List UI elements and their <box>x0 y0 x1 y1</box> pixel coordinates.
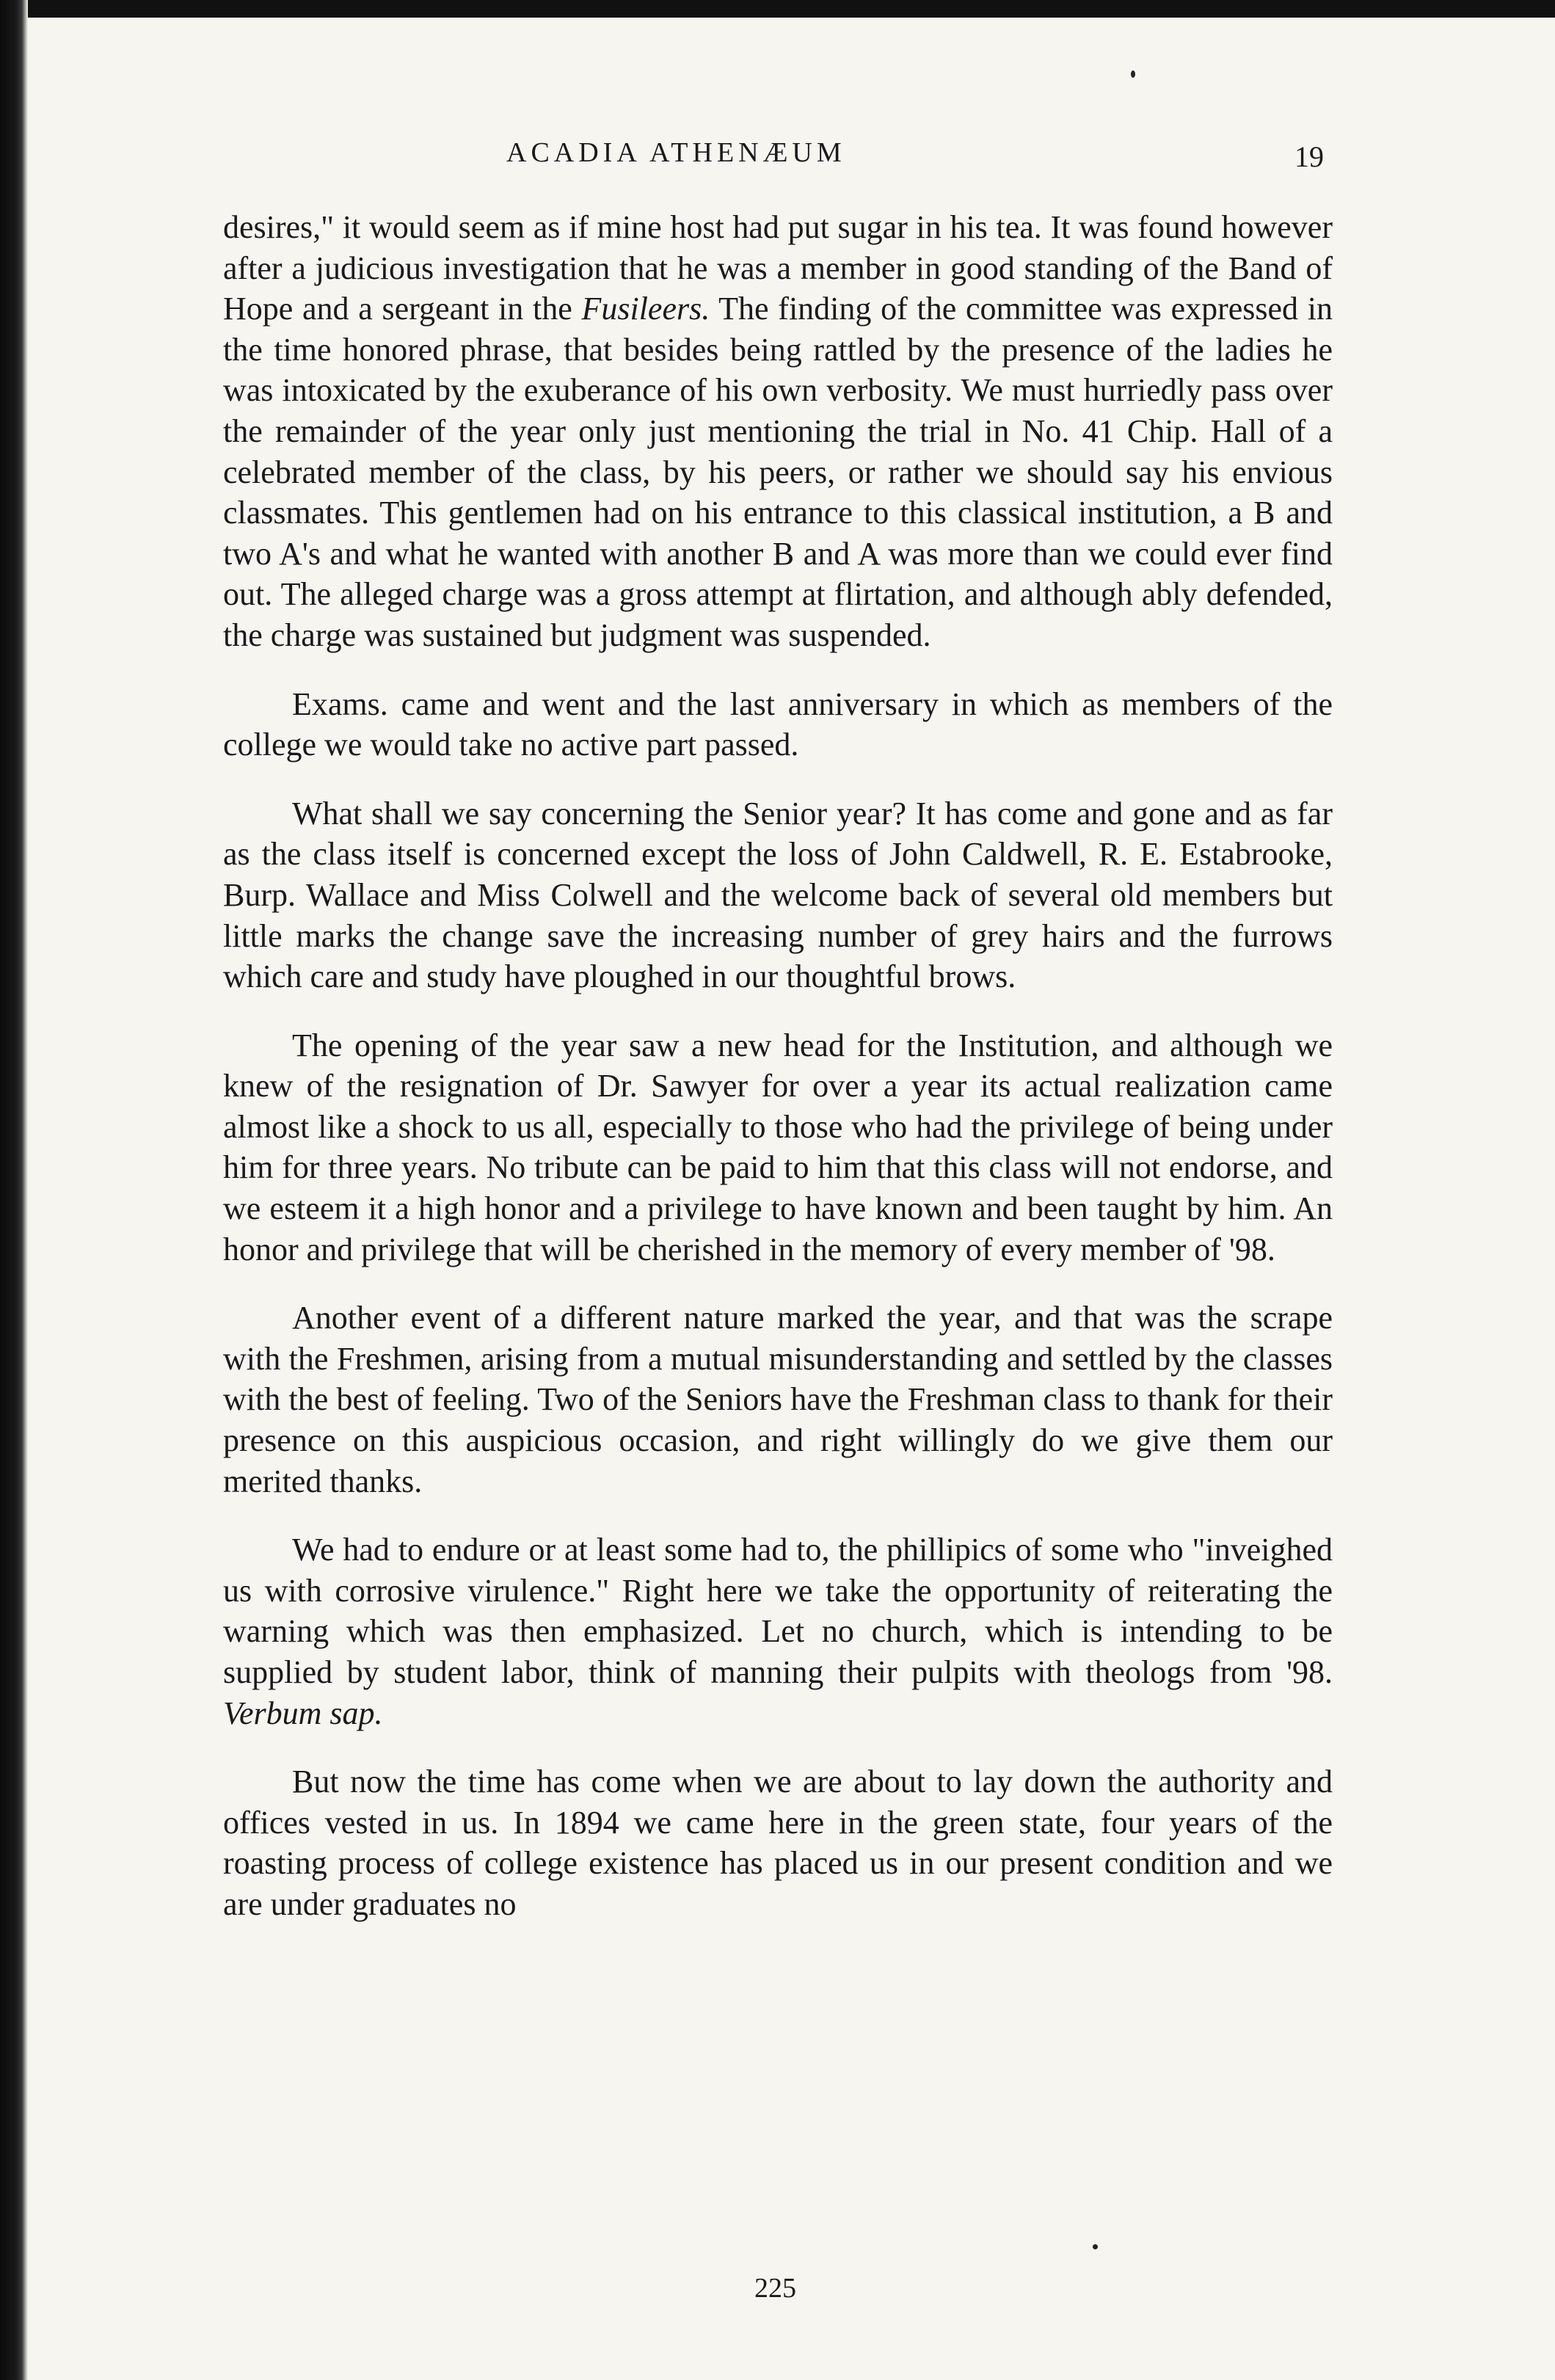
paragraph-5: Another event of a different nature marked the year, and that was the scrape with the Freshmen, arising from a mutual misunderstanding and settled by the classes with the best of feeling. Two of the Seniors have the Freshman class to thank for their presence on this auspicious occasion, and right willingly do we give them our merited thanks. <box>223 1300 1333 1499</box>
paragraph-3: What shall we say concerning the Senior year? It has come and gone and as far as the class itself is concerned except the loss of John Caldwell, R. E. Estabrooke, Burp. Wallace and Miss Colwell and the welcome back of several old members but little marks the change save the increasing number of grey hairs and the furrows which care and study have ploughed in our thoughtful brows. <box>223 795 1333 995</box>
paragraph-6 <box>223 1529 1333 1733</box>
scan-top-rule <box>22 0 1555 18</box>
running-header <box>0 137 1555 181</box>
paragraph-4: The opening of the year saw a new head for the Institution, and although we knew of the resignation of Dr. Sawyer for over a year its actual realization came almost like a shock to us all, especially to those who had the privilege of being under him for three years. No tribute can be paid to him that this class will not endorse, and we esteem it a high honor and a privilege to have known and been taught by him. An honor and privilege that will be cherished in the memory of every member of '98. <box>223 1027 1333 1267</box>
paragraph-1-text-a: desires," it would seem as if mine host had put sugar in his tea. It was found however after a judicious investigation that he was a member in good standing of the Band of Hope and a sergeant in the <box>223 209 1333 327</box>
page-number: 19 <box>1294 140 1324 173</box>
running-title: ACADIA ATHENÆUM <box>506 137 846 168</box>
scan-speck <box>1131 70 1135 78</box>
paragraph-7: But now the time has come when we are about to lay down the authority and offices vested in us. In 1894 we came here in the green state, four years of the roasting process of college existence has placed us in our present condition and we are under graduates no <box>223 1764 1333 1922</box>
paragraph-1 <box>223 207 1333 656</box>
paragraph-1-italic-fusileers: Fusileers. <box>581 291 710 327</box>
scan-speck <box>1093 2244 1098 2249</box>
scan-left-edge <box>0 0 28 2380</box>
folio-number: 225 <box>754 2273 796 2304</box>
paragraph-2: Exams. came and went and the last anniversary in which as members of the college we would take no active part passed. <box>223 685 1333 763</box>
paragraph-6-text: We had to endure or at least some had to, the phillipics of some who "inveighed us with corrosive virulence." Right here we take the opportunity of reiterating the warning which was then emphasized. Let no church, which is intending to be supplied by student labor, think of manning their pulpits with theologs from '98. <box>223 1532 1333 1690</box>
paragraph-1-text-b: The finding of the committee was expressed in the time honored phrase, that besides being rattled by the presence of the ladies he was intoxicated by the exuberance of his own verbosity. We must hurriedly pass over the remainder of the year only just mentioning the trial in No. 41 Chip. Hall of a celebrated member of the class, by his peers, or rather we should say his envious classmates. This gentlemen had on his entrance to this classical institution, a B and two A's and what he wanted with another B and A was more than we could ever find out. The alleged charge was a gross attempt at flirtation, and although ably defended, the charge was sustained but judgment was suspended. <box>223 291 1333 653</box>
paragraph-6-italic-verbum-sap: Verbum sap. <box>223 1695 383 1731</box>
body-text <box>223 207 1333 1953</box>
